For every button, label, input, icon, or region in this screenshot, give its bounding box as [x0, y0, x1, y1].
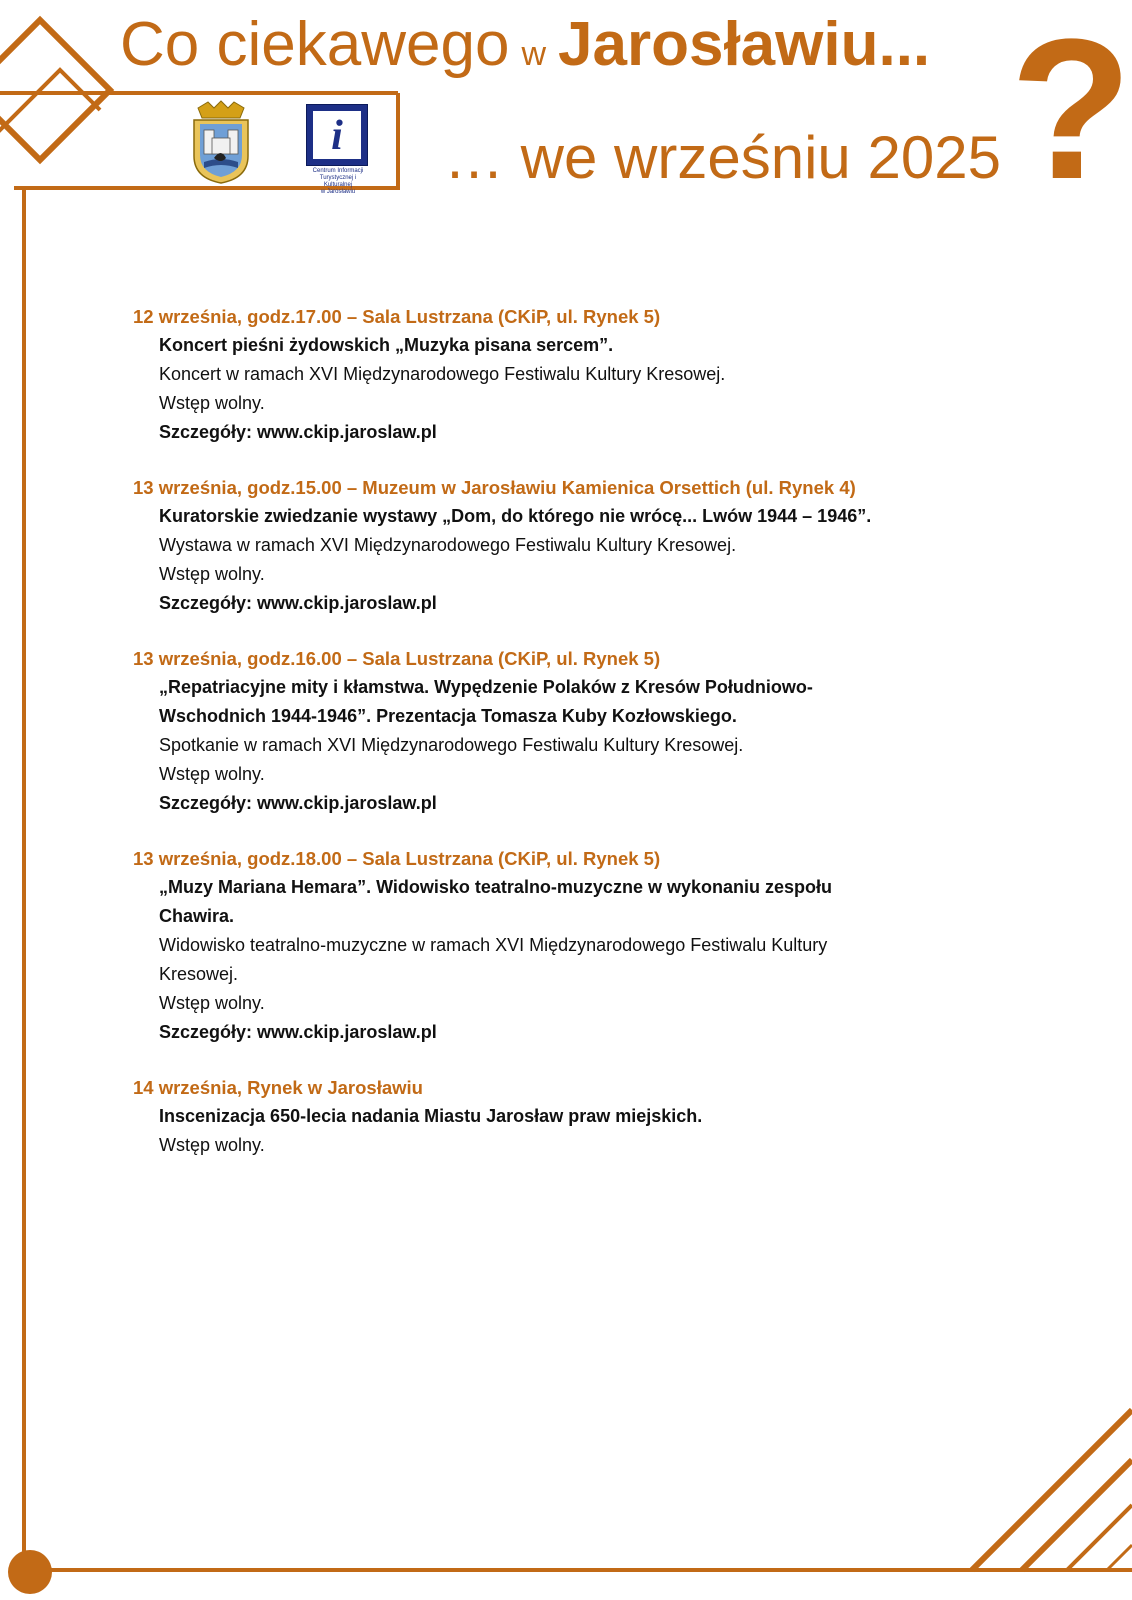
- info-icon: [306, 104, 368, 166]
- info-center-logo: [306, 104, 370, 195]
- event-heading: 14 września, Rynek w Jarosławiu: [133, 1077, 423, 1098]
- title-connector: w: [521, 35, 546, 73]
- event-details-link[interactable]: Szczegóły: www.ckip.jaroslaw.pl: [159, 793, 437, 813]
- event-title: Inscenizacja 650-lecia nadania Miastu Jarosław praw miejskich.: [159, 1106, 703, 1126]
- event-heading: 13 września, godz.15.00 – Muzeum w Jarosławiu Kamienica Orsettich (ul. Rynek 4): [133, 477, 856, 498]
- event-description: Wstęp wolny.: [159, 1135, 265, 1155]
- event-description: Widowisko teatralno-muzyczne w ramach XVI Międzynarodowego Festiwalu Kultury: [159, 935, 828, 955]
- event-item: [133, 844, 1073, 1047]
- events-list: [133, 302, 1073, 1186]
- event-title: Koncert pieśni żydowskich „Muzyka pisana sercem”.: [159, 335, 614, 355]
- event-heading: 13 września, godz.18.00 – Sala Lustrzana (CKiP, ul. Rynek 5): [133, 848, 661, 869]
- event-item: [133, 302, 1073, 447]
- event-body: [159, 331, 1073, 447]
- event-description: Wystawa w ramach XVI Międzynarodowego Festiwalu Kultury Kresowej.: [159, 535, 737, 555]
- event-item: [133, 473, 1073, 618]
- coat-of-arms-icon: [190, 100, 252, 184]
- event-item: [133, 1073, 1073, 1160]
- event-body: [159, 1102, 1073, 1160]
- info-logo-caption: Centrum Informacji Turystycznej i Kulturalnej w Jarosławiu: [312, 168, 364, 195]
- info-logo-letter: i: [313, 111, 361, 159]
- title-part1: Co ciekawego: [120, 10, 510, 79]
- event-description: Koncert w ramach XVI Międzynarodowego Festiwalu Kultury Kresowej.: [159, 364, 726, 384]
- title-part2: Jarosławiu...: [558, 10, 931, 79]
- event-item: [133, 644, 1073, 818]
- event-body: [159, 873, 1073, 1047]
- event-body: [159, 502, 1073, 618]
- event-title: „Muzy Mariana Hemara”. Widowisko teatralno-muzyczne w wykonaniu zespołu: [159, 877, 832, 897]
- question-mark: ?: [1010, 0, 1132, 221]
- event-details-link[interactable]: Szczegóły: www.ckip.jaroslaw.pl: [159, 422, 437, 442]
- page-subtitle: … we wrześniu 2025: [444, 124, 1001, 191]
- event-heading: 13 września, godz.16.00 – Sala Lustrzana (CKiP, ul. Rynek 5): [133, 648, 661, 669]
- event-description: Kresowej.: [159, 964, 239, 984]
- event-description: Wstęp wolny.: [159, 564, 265, 584]
- event-description: Wstęp wolny.: [159, 764, 265, 784]
- event-title: Chawira.: [159, 906, 235, 926]
- event-description: Spotkanie w ramach XVI Międzynarodowego Festiwalu Kultury Kresowej.: [159, 735, 744, 755]
- event-heading: 12 września, godz.17.00 – Sala Lustrzana (CKiP, ul. Rynek 5): [133, 306, 661, 327]
- page-title: [120, 10, 931, 79]
- event-description: Wstęp wolny.: [159, 393, 265, 413]
- event-details-link[interactable]: Szczegóły: www.ckip.jaroslaw.pl: [159, 1022, 437, 1042]
- event-body: [159, 673, 1073, 818]
- event-title: Kuratorskie zwiedzanie wystawy „Dom, do którego nie wrócę... Lwów 1944 – 1946”.: [159, 506, 872, 526]
- event-title: Wschodnich 1944-1946”. Prezentacja Tomasza Kuby Kozłowskiego.: [159, 706, 737, 726]
- event-details-link[interactable]: Szczegóły: www.ckip.jaroslaw.pl: [159, 593, 437, 613]
- event-title: „Repatriacyjne mity i kłamstwa. Wypędzenie Polaków z Kresów Południowo-: [159, 677, 813, 697]
- event-description: Wstęp wolny.: [159, 993, 265, 1013]
